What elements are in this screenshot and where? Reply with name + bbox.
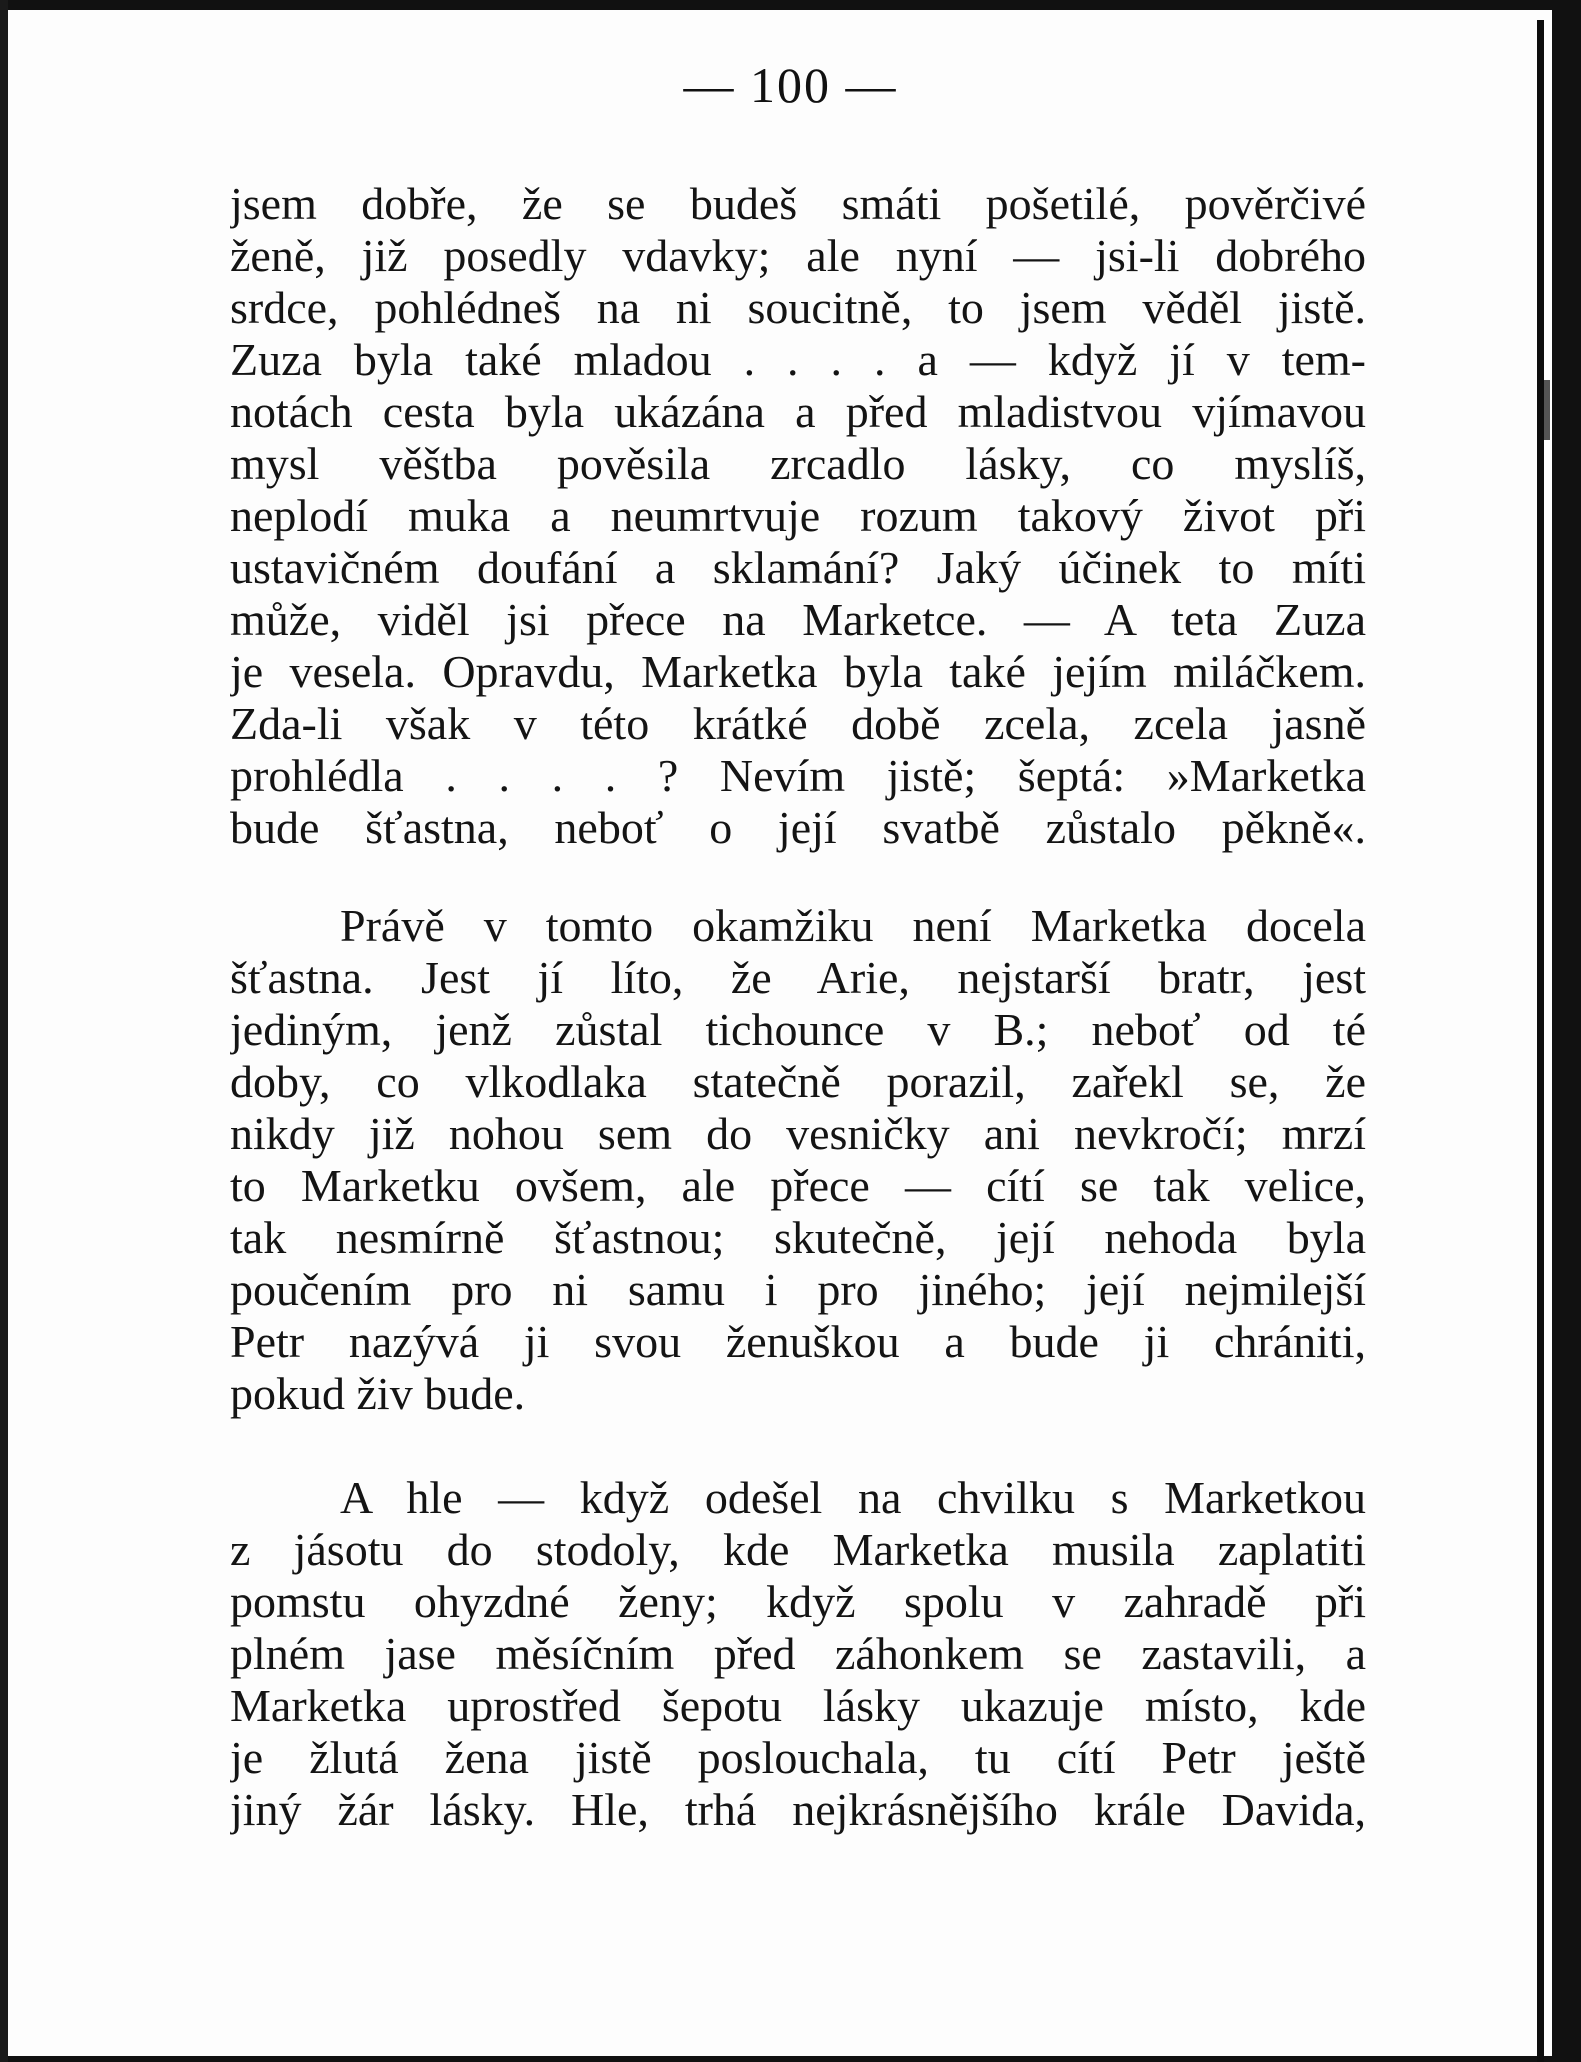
text-line: jediným, jenž zůstal tichounce v B.; neboť od té [230, 1004, 1366, 1055]
text-line: šťastna. Jest jí líto, že Arie, nejstarší bratr, jest [230, 952, 1366, 1003]
scan-border-right-line [1537, 20, 1544, 2062]
text-line: doby, co vlkodlaka statečně porazil, zařekl se, že [230, 1056, 1366, 1107]
text-line: Marketka uprostřed šepotu lásky ukazuje místo, kde [230, 1680, 1366, 1731]
text-line: mysl věštba pověsila zrcadlo lásky, co myslíš, [230, 438, 1366, 489]
text-line: to Marketku ovšem, ale přece — cítí se tak velice, [230, 1160, 1366, 1211]
text-line: bude šťastna, neboť o její svatbě zůstalo pěkně«. [230, 802, 1366, 853]
text-line: z jásotu do stodoly, kde Marketka musila zaplatiti [230, 1524, 1366, 1575]
paragraph-1 [230, 178, 1366, 854]
text-line: srdce, pohlédneš na ni soucitně, to jsem věděl jistě. [230, 282, 1366, 333]
text-line: může, viděl jsi přece na Marketce. — A teta Zuza [230, 594, 1366, 645]
scan-border-right [1552, 0, 1581, 2062]
text-line: ustavičném doufání a sklamání? Jaký účinek to míti [230, 542, 1366, 593]
text-line: A hle — když odešel na chvilku s Marketkou [340, 1472, 1366, 1523]
text-line: neplodí muka a neumrtvuje rozum takový život při [230, 490, 1366, 541]
text-line: plném jase měsíčním před záhonkem se zastavili, a [230, 1628, 1366, 1679]
scan-border-bottom [0, 2056, 1581, 2062]
scan-border-left [0, 0, 8, 2062]
text-line: prohlédla . . . . ? Nevím jistě; šeptá: »Marketka [230, 750, 1366, 801]
text-line: Právě v tomto okamžiku není Marketka docela [340, 900, 1366, 951]
text-line: poučením pro ni samu i pro jiného; její nejmilejší [230, 1264, 1366, 1315]
paragraph-2 [230, 900, 1366, 1420]
scan-border-right-strip [1544, 380, 1550, 440]
page-number: — 100 — [683, 57, 898, 113]
text-line: notách cesta byla ukázána a před mladistvou vjímavou [230, 386, 1366, 437]
text-line: Zuza byla také mladou . . . . a — když jí v tem- [230, 334, 1366, 385]
text-line: ženě, již posedly vdavky; ale nyní — jsi-li dobrého [230, 230, 1366, 281]
text-line: Petr nazývá ji svou ženuškou a bude ji chrániti, [230, 1316, 1366, 1367]
text-line: je žlutá žena jistě poslouchala, tu cítí Petr ještě [230, 1732, 1366, 1783]
text-line: Zda-li však v této krátké době zcela, zcela jasně [230, 698, 1366, 749]
text-line: jsem dobře, že se budeš smáti pošetilé, pověrčivé [230, 178, 1366, 229]
text-line: tak nesmírně šťastnou; skutečně, její nehoda byla [230, 1212, 1366, 1263]
text-line: je vesela. Opravdu, Marketka byla také jejím miláčkem. [230, 646, 1366, 697]
text-line: nikdy již nohou sem do vesničky ani nevkročí; mrzí [230, 1108, 1366, 1159]
scan-border-top [0, 0, 1581, 10]
text-line: jiný žár lásky. Hle, trhá nejkrásnějšího krále Davida, [230, 1784, 1366, 1835]
text-line: pokud živ bude. [230, 1368, 526, 1419]
text-line: pomstu ohyzdné ženy; když spolu v zahradě při [230, 1576, 1366, 1627]
paragraph-3 [230, 1472, 1366, 1836]
